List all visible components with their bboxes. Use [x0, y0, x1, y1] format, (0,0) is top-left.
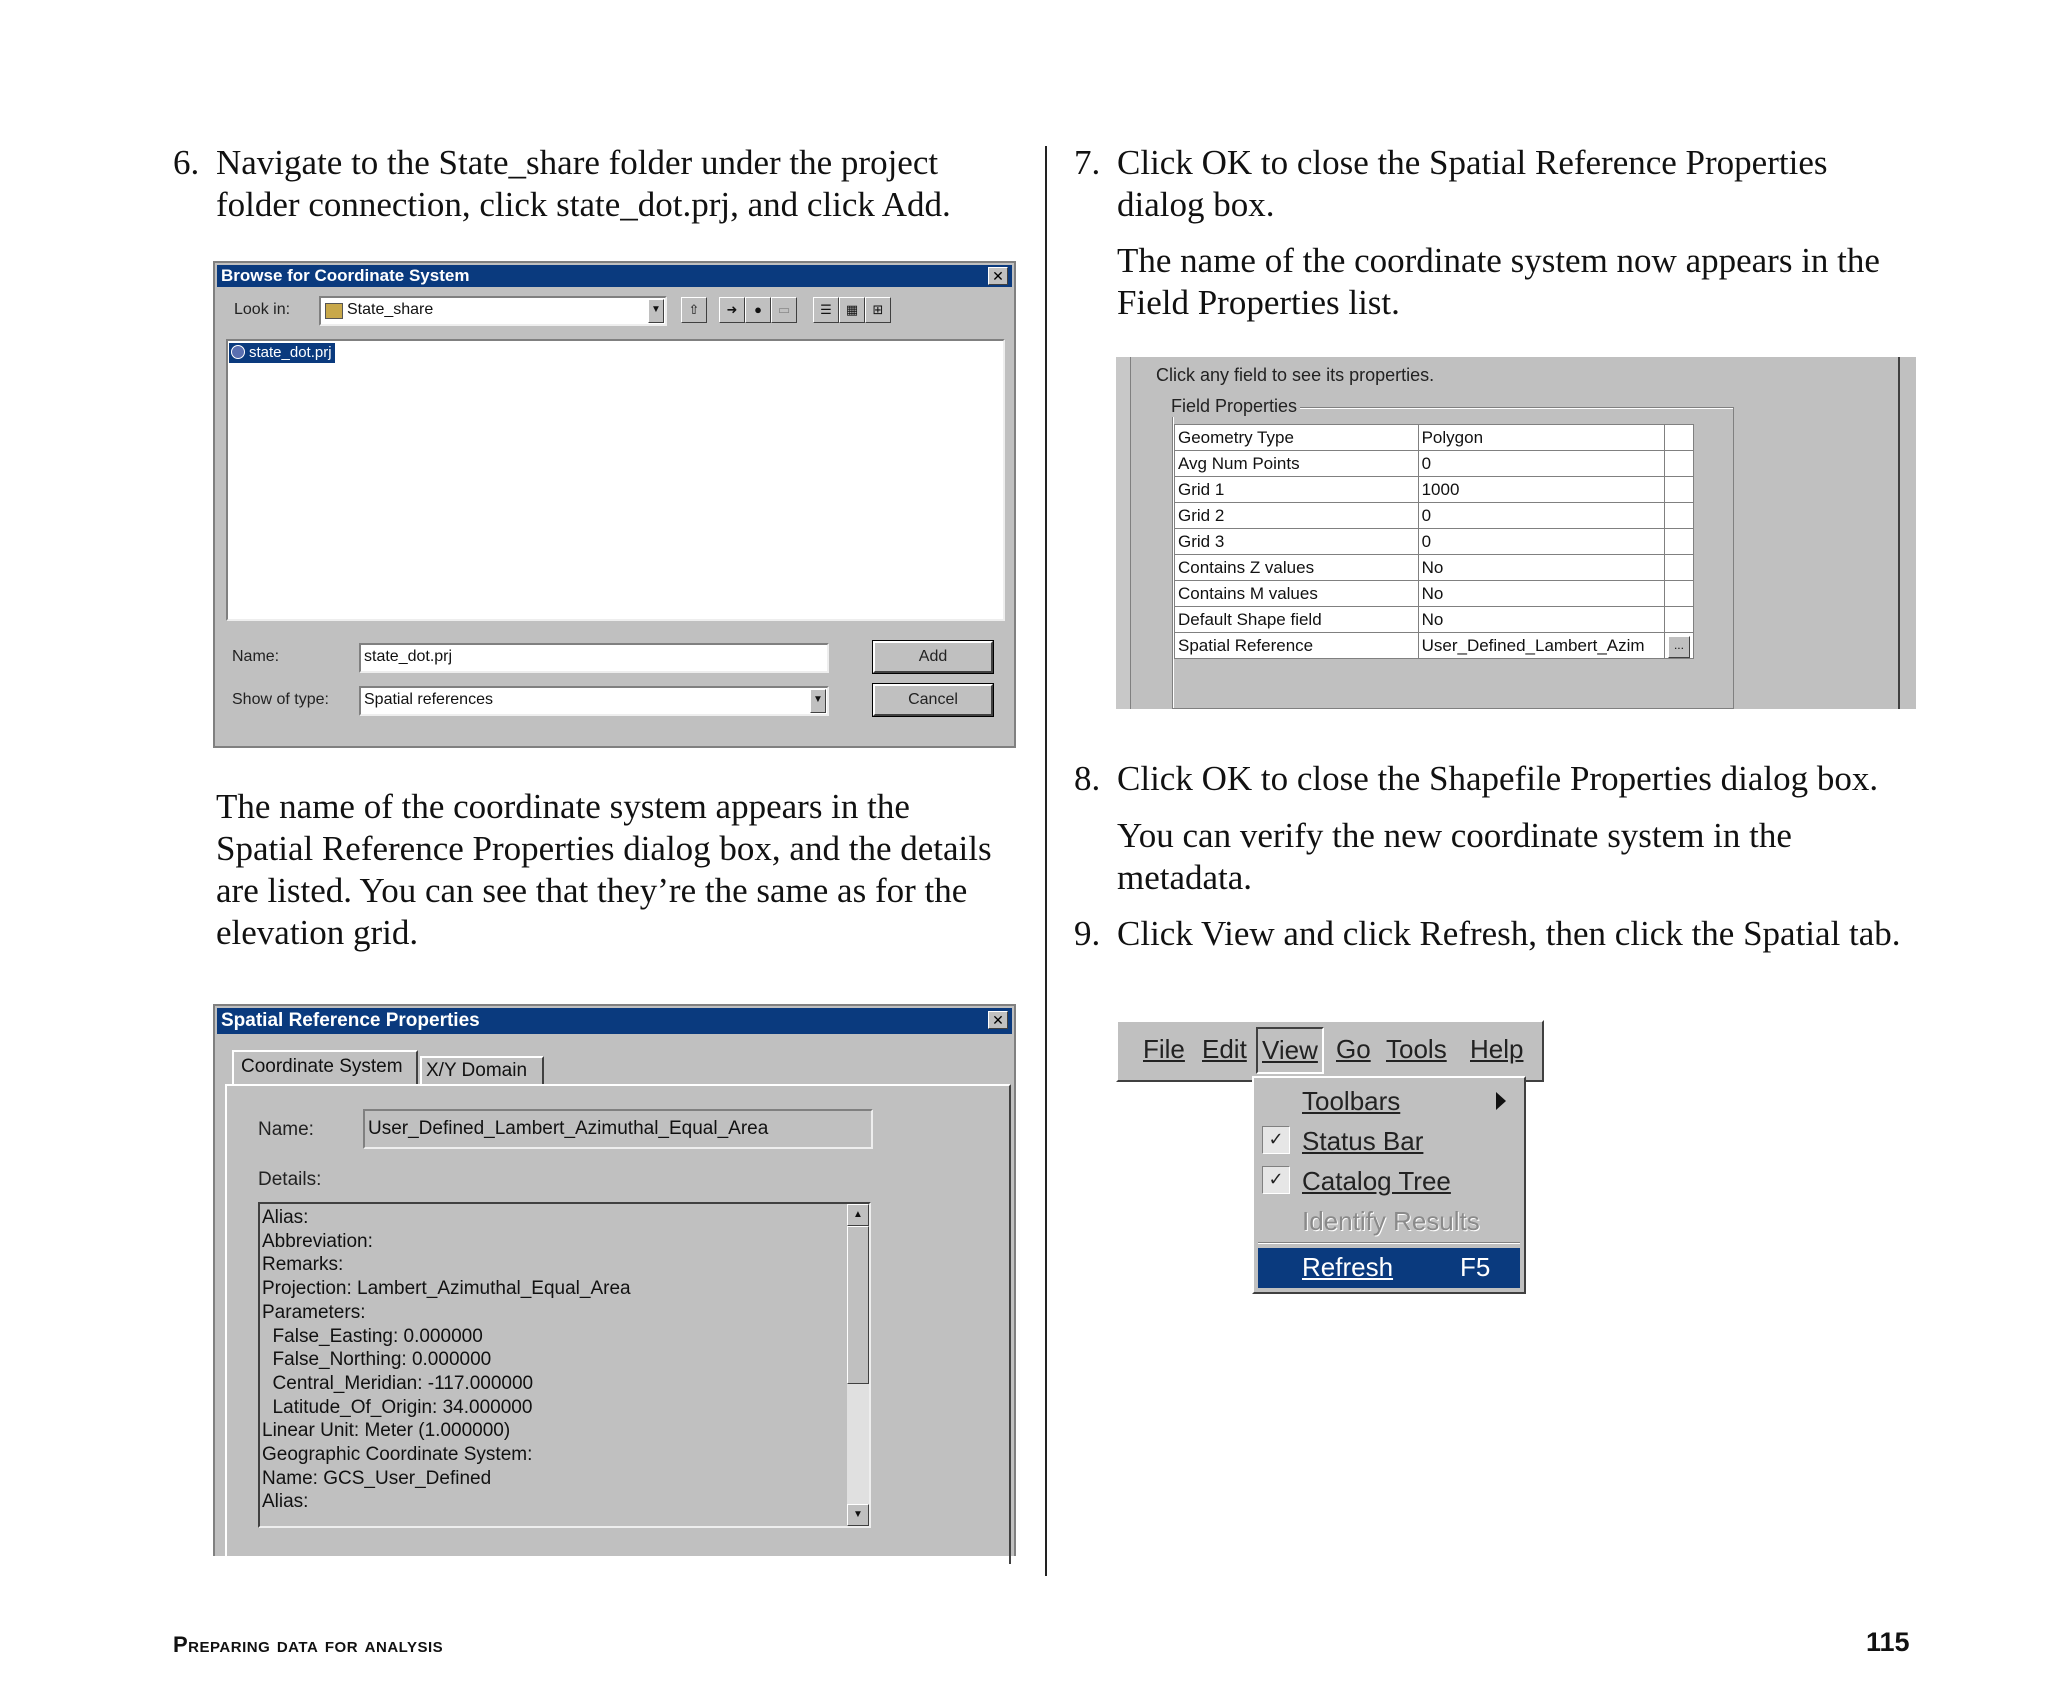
table-row[interactable]: [1175, 581, 1694, 607]
menu-label: Help: [1470, 1034, 1524, 1064]
browse-coordinate-system-dialog: [213, 261, 1016, 748]
details-line: Abbreviation:: [262, 1230, 373, 1252]
details-line: Remarks:: [262, 1254, 344, 1276]
details-line: False_Northing: 0.000000: [262, 1349, 492, 1371]
spatial-reference-properties-dialog: [213, 1004, 1016, 1556]
details-line: Name: GCS_User_Defined: [262, 1467, 492, 1489]
explanation-paragraph: [216, 786, 1036, 954]
menu-label: Edit: [1202, 1034, 1247, 1064]
field-property-value: No: [1418, 555, 1664, 581]
submenu-arrow-icon: [1496, 1092, 1506, 1110]
field-property-value: User_Defined_Lambert_Azim: [1418, 633, 1664, 659]
table-row[interactable]: [1175, 607, 1694, 633]
look-in-label: Look in:: [234, 301, 291, 318]
row-extra-cell: [1664, 425, 1693, 451]
step-9: [1074, 913, 2034, 957]
new-folder-icon[interactable]: ▭: [771, 297, 797, 323]
page-number: 115: [1866, 1627, 1910, 1657]
file-item-label: state_dot.prj: [249, 344, 332, 361]
menu-tools[interactable]: [1386, 1034, 1447, 1065]
row-extra-cell: [1664, 477, 1693, 503]
row-extra-cell: [1664, 607, 1693, 633]
details-line: Geographic Coordinate System:: [262, 1444, 533, 1466]
paragraph-line: The name of the coordinate system appears in the: [216, 787, 910, 826]
field-properties-panel: [1116, 357, 1916, 709]
show-of-type-value: Spatial references: [364, 691, 493, 708]
row-extra-cell: [1664, 555, 1693, 581]
menu-edit[interactable]: [1202, 1034, 1247, 1065]
field-property-name: Geometry Type: [1175, 425, 1419, 451]
menu-separator: [1258, 1242, 1520, 1244]
note-line: The name of the coordinate system now appears in the: [1117, 241, 1880, 280]
ellipsis-button[interactable]: ...: [1668, 636, 1690, 658]
menu-file[interactable]: [1143, 1034, 1185, 1065]
field-property-name: Spatial Reference: [1175, 633, 1419, 659]
field-property-value: 0: [1418, 451, 1664, 477]
tab-label: Coordinate System: [241, 1056, 403, 1077]
column-divider: [1045, 146, 1047, 1576]
projection-file-icon: [231, 345, 245, 359]
step-number: 9.: [1074, 914, 1101, 953]
menu-label: Go: [1336, 1034, 1371, 1064]
step-8-note: [1117, 815, 2017, 899]
menu-help[interactable]: [1470, 1034, 1523, 1065]
close-icon[interactable]: ✕: [988, 1011, 1008, 1029]
name-label: Name:: [258, 1119, 314, 1140]
show-of-type-label: Show of type:: [232, 691, 329, 708]
table-row[interactable]: [1175, 555, 1694, 581]
details-view-icon[interactable]: ▦: [839, 297, 865, 323]
field-property-name: Contains Z values: [1175, 555, 1419, 581]
details-line: Parameters:: [262, 1301, 366, 1323]
step-text-line1: Click View and click Refresh, then click the Spatial tab.: [1117, 914, 1901, 953]
menu-item-catalog-tree[interactable]: [1254, 1164, 1514, 1200]
menu-item-refresh[interactable]: [1258, 1248, 1520, 1288]
menu-label: View: [1262, 1035, 1318, 1065]
details-line: Latitude_Of_Origin: 34.000000: [262, 1396, 533, 1418]
menu-item-status-bar[interactable]: [1254, 1124, 1514, 1160]
close-icon[interactable]: ✕: [988, 267, 1008, 285]
field-property-name: Avg Num Points: [1175, 451, 1419, 477]
list-view-icon[interactable]: ☰: [813, 297, 839, 323]
step-text-line2: folder connection, click state_dot.prj, and click Add.: [216, 185, 951, 224]
field-property-value: 0: [1418, 503, 1664, 529]
chevron-down-icon[interactable]: ▼: [648, 299, 664, 323]
chevron-down-icon[interactable]: ▼: [810, 689, 826, 713]
tab-label: X/Y Domain: [426, 1060, 528, 1081]
tab-xy-domain[interactable]: [420, 1056, 544, 1086]
details-line: Alias:: [262, 1491, 309, 1513]
field-hint-text: Click any field to see its properties.: [1156, 365, 1435, 385]
menu-bar: [1116, 1020, 1544, 1082]
row-extra-cell: [1664, 451, 1693, 477]
scroll-up-icon[interactable]: ▲: [847, 1204, 869, 1226]
field-property-name: Grid 3: [1175, 529, 1419, 555]
paragraph-line: Spatial Reference Properties dialog box, and the details: [216, 829, 992, 868]
table-row[interactable]: [1175, 425, 1694, 451]
menu-item-toolbars[interactable]: [1254, 1084, 1514, 1120]
connect-folder-icon[interactable]: ➜: [719, 297, 745, 323]
step-8: [1074, 758, 2034, 802]
look-in-value: State_share: [347, 301, 434, 318]
menu-go[interactable]: [1336, 1034, 1371, 1065]
step-number: 6.: [173, 143, 200, 182]
field-property-value: Polygon: [1418, 425, 1664, 451]
details-text: [262, 1206, 631, 1514]
scroll-thumb[interactable]: [847, 1226, 869, 1384]
menu-item-identify-results: [1254, 1204, 1514, 1240]
step-text-line2: dialog box.: [1117, 185, 1275, 224]
details-line: Central_Meridian: -117.000000: [262, 1372, 534, 1394]
details-line: Alias:: [262, 1207, 309, 1228]
look-in-dropdown[interactable]: [319, 296, 667, 326]
row-extra-cell: [1664, 529, 1693, 555]
field-property-name: Contains M values: [1175, 581, 1419, 607]
add-button[interactable]: Add: [873, 641, 993, 673]
panel-left-edge: [1116, 357, 1131, 709]
step-7-note: [1117, 240, 2017, 324]
scroll-down-icon[interactable]: ▼: [847, 1504, 869, 1526]
field-property-value: 0: [1418, 529, 1664, 555]
step-text-line1: Click OK to close the Shapefile Properties dialog box.: [1117, 759, 1879, 798]
menu-item-label: Identify Results: [1302, 1206, 1480, 1236]
thumbnail-view-icon[interactable]: ⊞: [865, 297, 891, 323]
details-line: Linear Unit: Meter (1.000000): [262, 1420, 511, 1442]
check-icon: ✓: [1262, 1166, 1290, 1194]
panel-right-edge: [1898, 357, 1916, 709]
note-line: Field Properties list.: [1117, 283, 1400, 322]
scrollbar[interactable]: [847, 1204, 869, 1526]
details-line: Projection: Lambert_Azimuthal_Equal_Area: [262, 1278, 631, 1300]
row-extra-cell: [1664, 633, 1693, 659]
folder-icon: [325, 303, 343, 319]
field-property-value: 1000: [1418, 477, 1664, 503]
table-row[interactable]: [1175, 451, 1694, 477]
disconnect-folder-icon[interactable]: ●: [745, 297, 771, 323]
paragraph-line: elevation grid.: [216, 913, 419, 952]
field-properties-table[interactable]: [1174, 424, 1694, 659]
step-text-line1: Click OK to close the Spatial Reference Properties: [1117, 143, 1828, 182]
footer-section-title: [173, 1632, 443, 1658]
menu-label: File: [1143, 1034, 1185, 1064]
menu-item-label: Status Bar: [1302, 1126, 1424, 1156]
field-property-name: Grid 1: [1175, 477, 1419, 503]
table-row[interactable]: [1175, 503, 1694, 529]
table-row[interactable]: [1175, 633, 1694, 659]
details-line: False_Easting: 0.000000: [262, 1325, 483, 1347]
field-property-value: No: [1418, 607, 1664, 633]
step-6: [173, 142, 1033, 232]
name-field[interactable]: state_dot.prj: [359, 643, 829, 673]
view-dropdown-menu: [1252, 1076, 1526, 1294]
section-title: Preparing data for analysis: [173, 1632, 444, 1657]
menu-item-label: Refresh: [1302, 1252, 1394, 1282]
step-number: 7.: [1074, 143, 1101, 182]
note-line: metadata.: [1117, 858, 1253, 897]
field-property-name: Grid 2: [1175, 503, 1419, 529]
name-label: Name:: [232, 648, 280, 665]
file-item[interactable]: [229, 343, 335, 363]
projection-name-field[interactable]: User_Defined_Lambert_Azimuthal_Equal_Area: [363, 1109, 873, 1149]
paragraph-line: are listed. You can see that they’re the same as for the: [216, 871, 968, 910]
field-property-value: No: [1418, 581, 1664, 607]
menu-label: Tools: [1386, 1034, 1447, 1064]
menu-item-label: Toolbars: [1302, 1086, 1401, 1116]
field-property-name: Default Shape field: [1175, 607, 1419, 633]
step-7: [1074, 142, 1974, 232]
step-text-line1: Navigate to the State_share folder under the project: [216, 143, 939, 182]
details-label: Details:: [258, 1169, 322, 1190]
cancel-button[interactable]: Cancel: [873, 684, 993, 716]
shortcut-label: F5: [1460, 1252, 1491, 1282]
up-folder-icon[interactable]: ⇧: [681, 297, 707, 323]
file-list[interactable]: [226, 339, 1005, 621]
note-line: You can verify the new coordinate system in the: [1117, 816, 1792, 855]
details-textbox[interactable]: [258, 1202, 871, 1528]
dialog-title: Browse for Coordinate System: [217, 265, 1012, 287]
tab-coordinate-system[interactable]: [232, 1050, 418, 1084]
menu-view[interactable]: [1256, 1027, 1324, 1074]
row-extra-cell: [1664, 581, 1693, 607]
group-label: Field Properties: [1168, 396, 1300, 417]
menu-item-label: Catalog Tree: [1302, 1166, 1451, 1196]
check-icon: ✓: [1262, 1126, 1290, 1154]
step-number: 8.: [1074, 759, 1101, 798]
show-of-type-dropdown[interactable]: [359, 686, 829, 716]
row-extra-cell: [1664, 503, 1693, 529]
table-row[interactable]: [1175, 529, 1694, 555]
dialog-title: Spatial Reference Properties: [217, 1008, 1012, 1034]
table-row[interactable]: [1175, 477, 1694, 503]
